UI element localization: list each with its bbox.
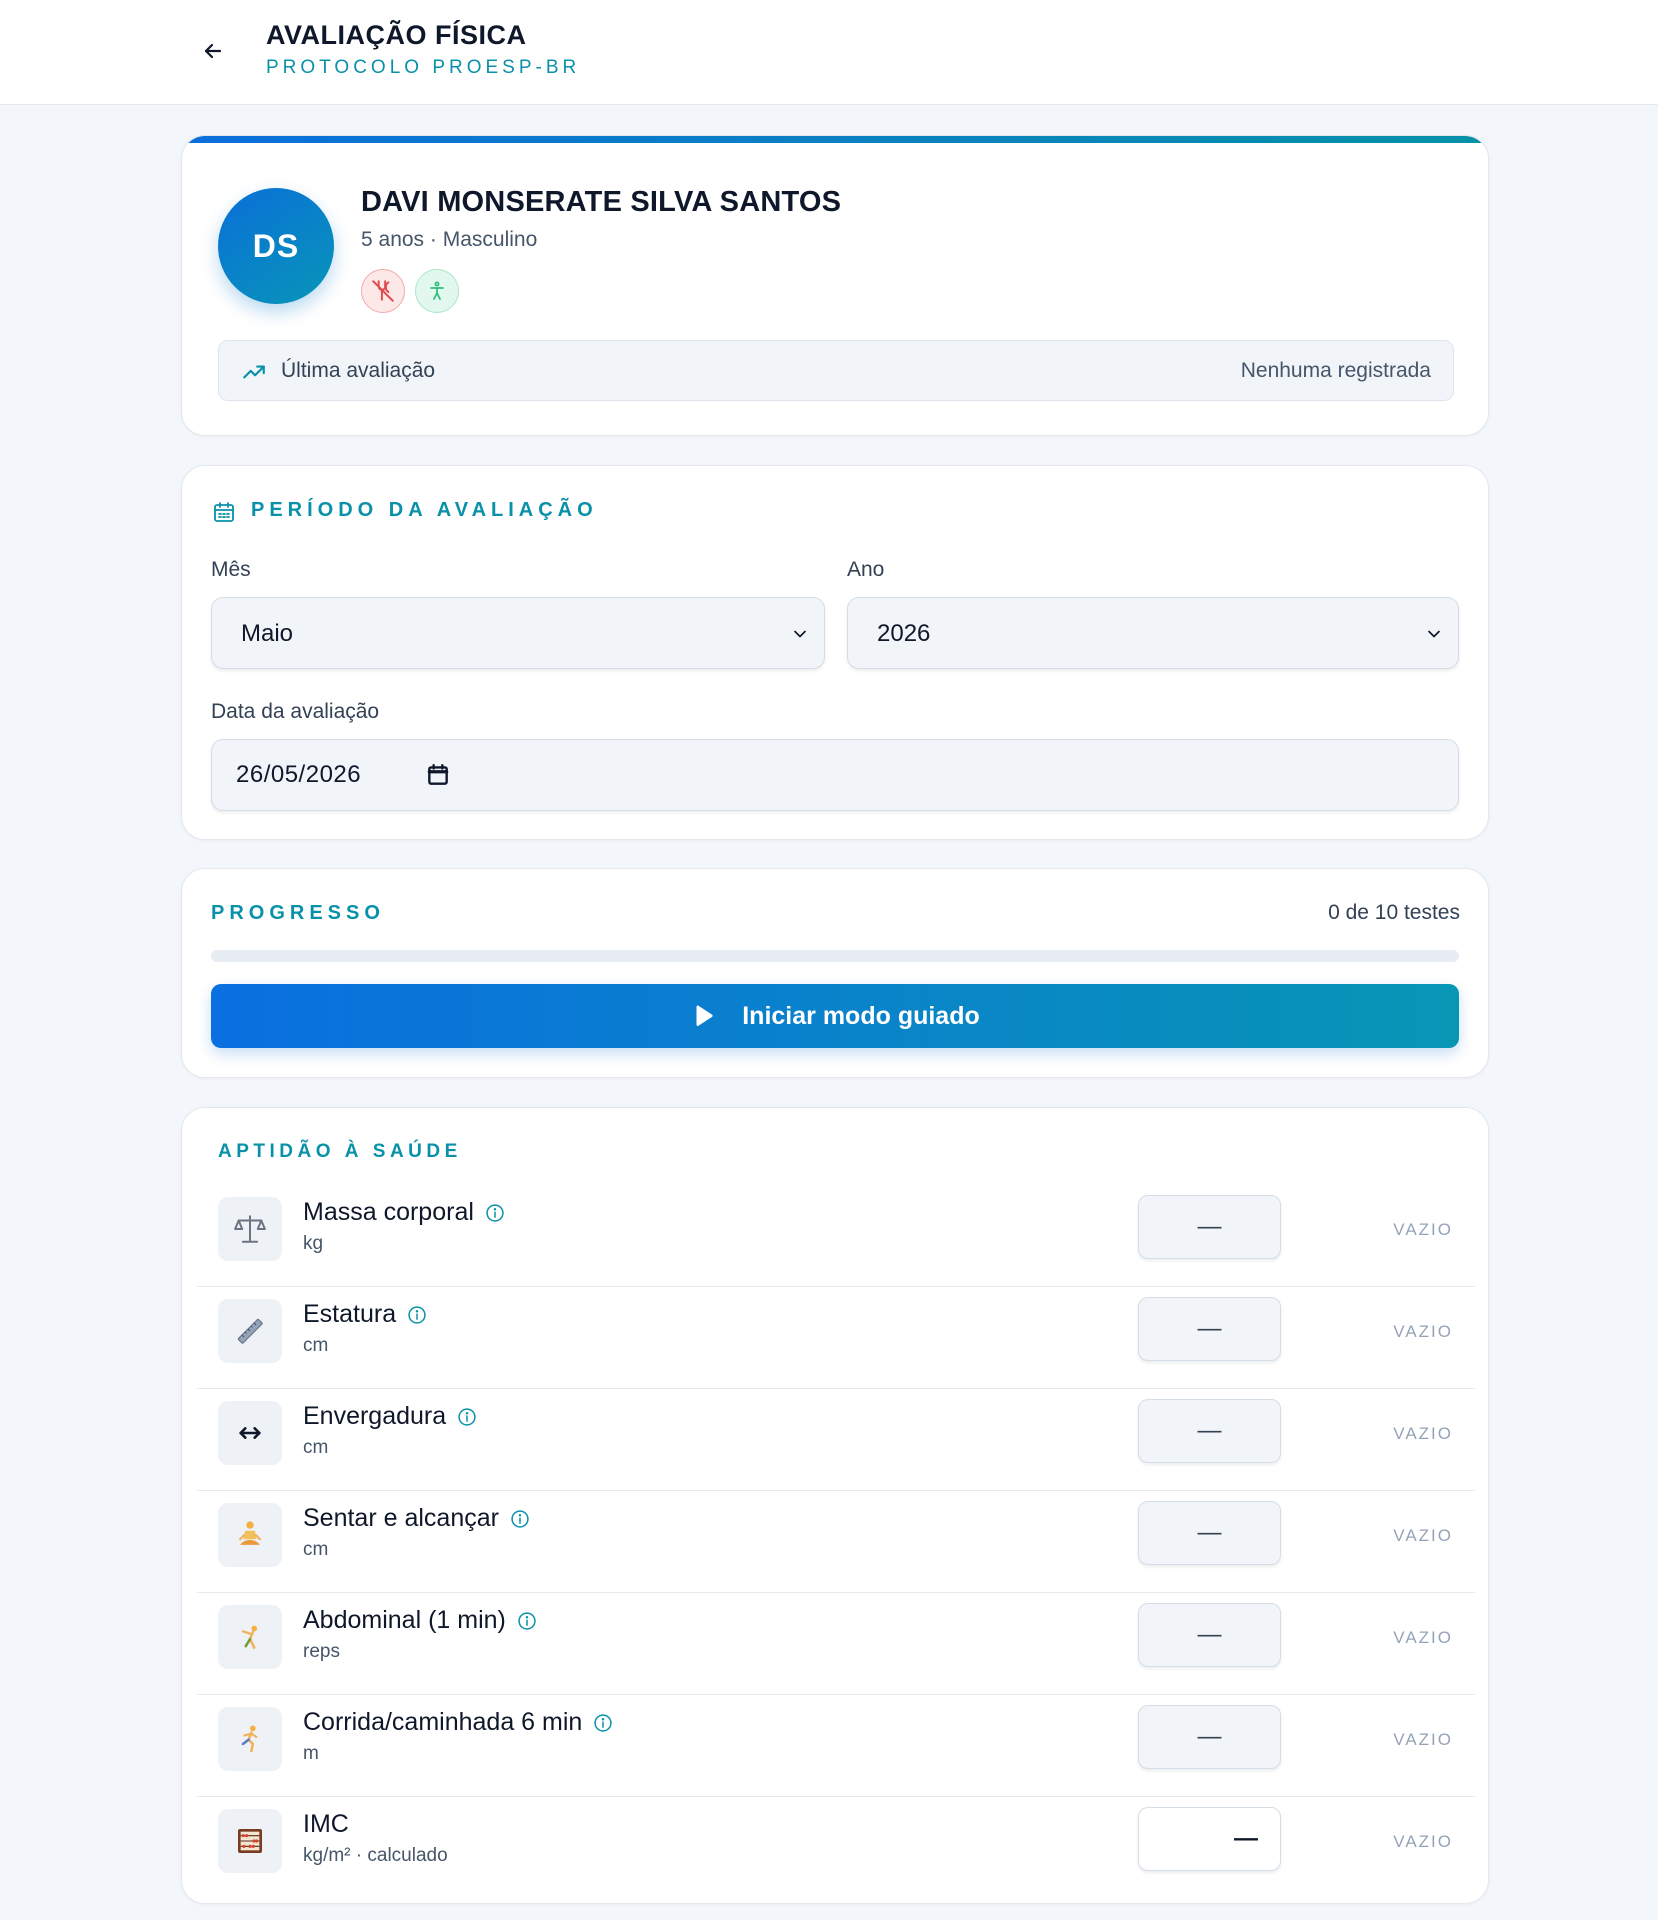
test-name-text: IMC [303,1810,349,1838]
chevron-down-icon [1424,624,1444,644]
test-unit: cm [303,1335,329,1356]
accessibility-icon [425,279,449,303]
test-row-envergadura[interactable] [197,1389,1475,1491]
app-header [0,0,1658,105]
last-evaluation-value: Nenhuma registrada [1240,359,1431,382]
last-evaluation-bar [218,340,1454,401]
test-unit: m [303,1743,319,1764]
test-unit: cm [303,1437,329,1458]
runner-icon-box [218,1707,282,1771]
ruler-icon [233,1314,267,1348]
test-row-imc[interactable] [197,1797,1475,1899]
info-icon[interactable] [407,1305,427,1325]
test-value-input[interactable]: — [1138,1705,1281,1769]
abacus-icon-box [218,1809,282,1873]
arrow-left-icon [201,39,225,63]
accessibility-badge[interactable] [415,269,459,313]
runner-icon [233,1722,267,1756]
month-label: Mês [211,558,251,581]
no-nutrition-icon [370,278,396,304]
test-unit: kg [303,1233,324,1254]
yoga-icon [233,1518,267,1552]
student-name: DAVI MONSERATE SILVA SANTOS [361,186,842,218]
page-title: AVALIAÇÃO FÍSICA [266,20,527,50]
health-fitness-card [181,1107,1489,1904]
test-status: VAZIO [1393,1730,1453,1749]
scale-icon-box [218,1197,282,1261]
page-subtitle: PROTOCOLO PROESP-BR [266,57,581,78]
test-status: VAZIO [1393,1832,1453,1851]
test-name [303,1504,530,1533]
test-value-readonly: — [1138,1807,1281,1871]
evaluation-period-card [181,465,1489,840]
test-name [303,1606,537,1635]
test-unit: cm [303,1539,329,1560]
test-unit: kg/m² · calculado [303,1845,448,1866]
evaluation-date-input[interactable] [211,739,1459,811]
student-profile-card [181,135,1489,436]
last-evaluation-label: Última avaliação [281,359,436,382]
arrows-horizontal-icon [236,1419,264,1447]
evaluation-date-value: 26/05/2026 [236,761,362,788]
health-section-title: APTIDÃO À SAÚDE [218,1141,462,1162]
date-label: Data da avaliação [211,700,380,723]
year-select[interactable] [847,597,1459,669]
test-row-abdominal[interactable] [197,1593,1475,1695]
info-icon[interactable] [517,1611,537,1631]
test-row-estatura[interactable] [197,1287,1475,1389]
test-name-text: Corrida/caminhada 6 min [303,1708,583,1736]
ruler-icon-box [218,1299,282,1363]
exercise-icon [233,1620,267,1654]
test-name [303,1198,505,1227]
progress-section-title: PROGRESSO [211,902,385,924]
yoga-icon-box [218,1503,282,1567]
student-meta: 5 anos · Masculino [361,228,538,251]
start-guided-mode-button[interactable] [211,984,1459,1048]
exercise-icon-box [218,1605,282,1669]
test-row-sentar-e-alcancar[interactable] [197,1491,1475,1593]
test-name-text: Estatura [303,1300,397,1328]
test-name [303,1708,613,1737]
test-value-input[interactable]: — [1138,1297,1281,1361]
test-name-text: Envergadura [303,1402,447,1430]
calendar-icon [212,500,236,524]
trending-up-icon [241,359,267,385]
progress-card [181,868,1489,1078]
test-status: VAZIO [1393,1220,1453,1239]
period-section-title: PERÍODO DA AVALIAÇÃO [251,499,598,521]
test-name-text: Abdominal (1 min) [303,1606,506,1634]
no-nutrition-badge[interactable] [361,269,405,313]
start-guided-mode-label: Iniciar modo guiado [742,1001,980,1030]
test-row-massa-corporal[interactable] [197,1185,1475,1287]
progress-bar [211,950,1459,962]
abacus-icon [234,1825,266,1857]
progress-count: 0 de 10 testes [1328,901,1460,924]
test-value-input[interactable]: — [1138,1501,1281,1565]
test-status: VAZIO [1393,1424,1453,1443]
test-name-text: Sentar e alcançar [303,1504,499,1532]
test-unit: reps [303,1641,340,1662]
test-name [303,1402,477,1431]
info-icon[interactable] [457,1407,477,1427]
month-select[interactable] [211,597,825,669]
date-picker-icon[interactable] [425,762,451,788]
chevron-down-icon [790,624,810,644]
arrows-horizontal-icon-box [218,1401,282,1465]
info-icon[interactable] [485,1203,505,1223]
test-row-corrida-caminhada[interactable] [197,1695,1475,1797]
test-status: VAZIO [1393,1628,1453,1647]
test-status: VAZIO [1393,1526,1453,1545]
card-accent-bar [182,136,1488,143]
test-name [303,1810,349,1839]
month-select-value: Maio [241,620,294,647]
info-icon[interactable] [593,1713,613,1733]
avatar: DS [218,188,334,304]
back-button[interactable] [196,34,230,68]
year-select-value: 2026 [877,620,931,647]
play-icon [690,1003,716,1029]
info-icon[interactable] [510,1509,530,1529]
test-name [303,1300,427,1329]
test-value-input[interactable]: — [1138,1399,1281,1463]
test-value-input[interactable]: — [1138,1195,1281,1259]
year-label: Ano [847,558,885,581]
scale-icon [233,1212,267,1246]
test-name-text: Massa corporal [303,1198,474,1226]
test-value-input[interactable]: — [1138,1603,1281,1667]
test-status: VAZIO [1393,1322,1453,1341]
